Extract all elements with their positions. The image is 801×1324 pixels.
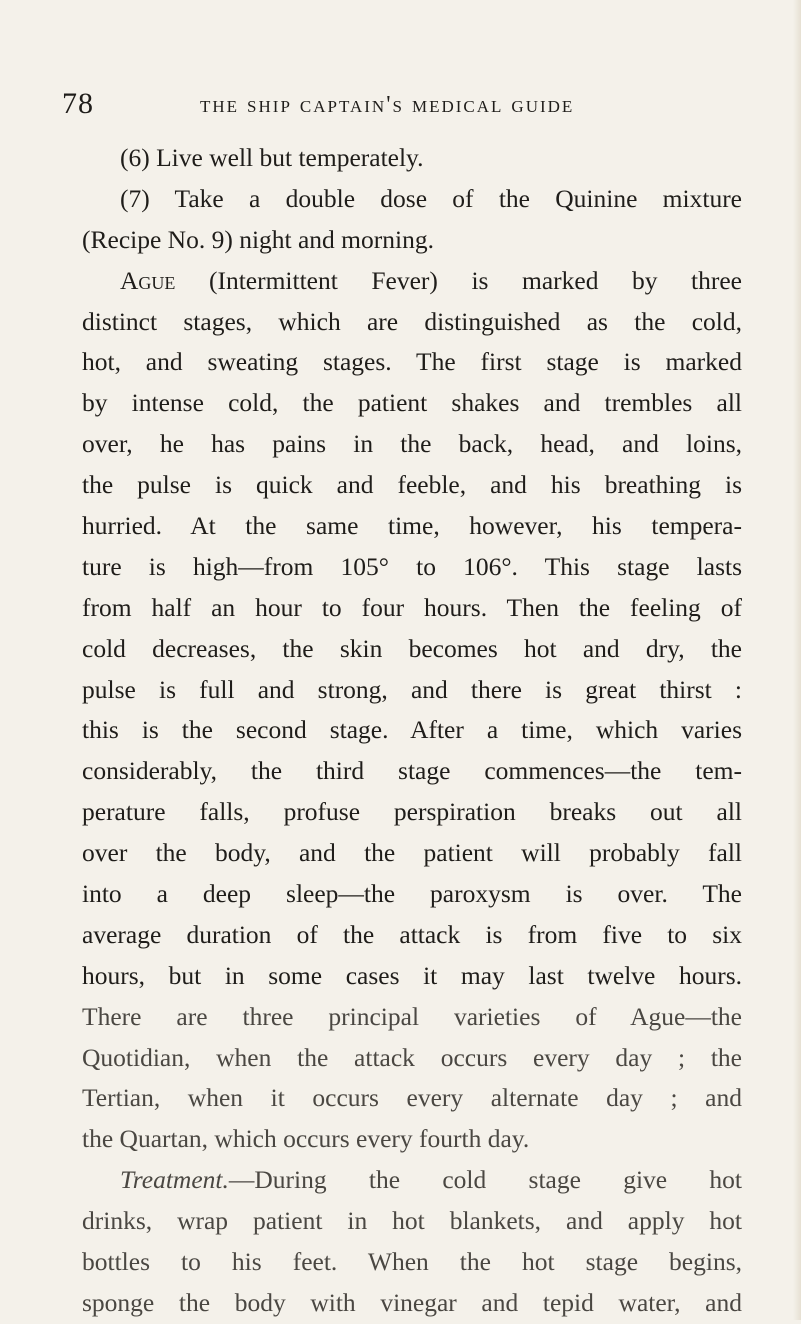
text-line: cold decreases, the skin becomes hot and dry, the (82, 633, 742, 663)
text-line: hot, and sweating stages. The first stage is marked (82, 347, 742, 377)
text-line: the Quartan, which occurs every fourth day. (82, 1124, 530, 1154)
treatment-heading: Treatment. (120, 1165, 229, 1195)
text-line: (Recipe No. 9) night and morning. (82, 224, 434, 254)
page-number: 78 (62, 87, 94, 120)
text-line: this is the second stage. After a time, which varies (82, 715, 742, 745)
text-line: into a deep sleep—the paroxysm is over. The (82, 879, 742, 909)
text-line: over the body, and the patient will probably fall (82, 838, 742, 868)
text-line: by intense cold, the patient shakes and trembles all (82, 388, 742, 418)
text-line-ague-heading (82, 261, 742, 302)
text-line: bottles to his feet. When the hot stage begins, (82, 1247, 742, 1277)
text-line: sponge the body with vinegar and tepid water, and (82, 1287, 742, 1317)
ague-heading: Ague (120, 265, 176, 295)
text-line: average duration of the attack is from five to six (82, 919, 742, 949)
text-line: Quotidian, when the attack occurs every day ; the (82, 1042, 742, 1072)
text-line: hurried. At the same time, however, his tempera- (82, 511, 742, 541)
text-line: There are three principal varieties of Ague—the (82, 1001, 742, 1031)
text-line-item-7: (7) Take a double dose of the Quinine mixture (120, 183, 742, 213)
text-line: ture is high—from 105° to 106°. This stage lasts (82, 551, 742, 581)
text-line: from half an hour to four hours. Then the feeling of (82, 592, 742, 622)
running-header (62, 88, 742, 124)
page-body (82, 138, 742, 1324)
text-line-item-6: (6) Live well but temperately. (120, 143, 424, 172)
text-line: perature falls, profuse perspiration breaks out all (82, 797, 742, 827)
text-line: drinks, wrap patient in hot blankets, and apply hot (82, 1206, 742, 1236)
text-line: Tertian, when it occurs every alternate day ; and (82, 1083, 742, 1113)
treatment-heading-rest: —During the cold stage give hot (228, 1165, 742, 1195)
running-head-title: the ship captain's medical guide (200, 92, 575, 118)
text-line: hours, but in some cases it may last twelve hours. (82, 960, 742, 990)
text-line: considerably, the third stage commences—the tem- (82, 756, 742, 786)
text-line: over, he has pains in the back, head, and loins, (82, 429, 742, 459)
ague-heading-rest: (Intermittent Fever) is marked by three (175, 265, 742, 295)
text-line: distinct stages, which are distinguished as the cold, (82, 306, 742, 336)
text-line: the pulse is quick and feeble, and his breathing is (82, 470, 742, 500)
page-edge-shadow (793, 0, 801, 1320)
text-line: pulse is full and strong, and there is great thirst : (82, 674, 742, 704)
text-line-treatment-heading (82, 1160, 742, 1201)
